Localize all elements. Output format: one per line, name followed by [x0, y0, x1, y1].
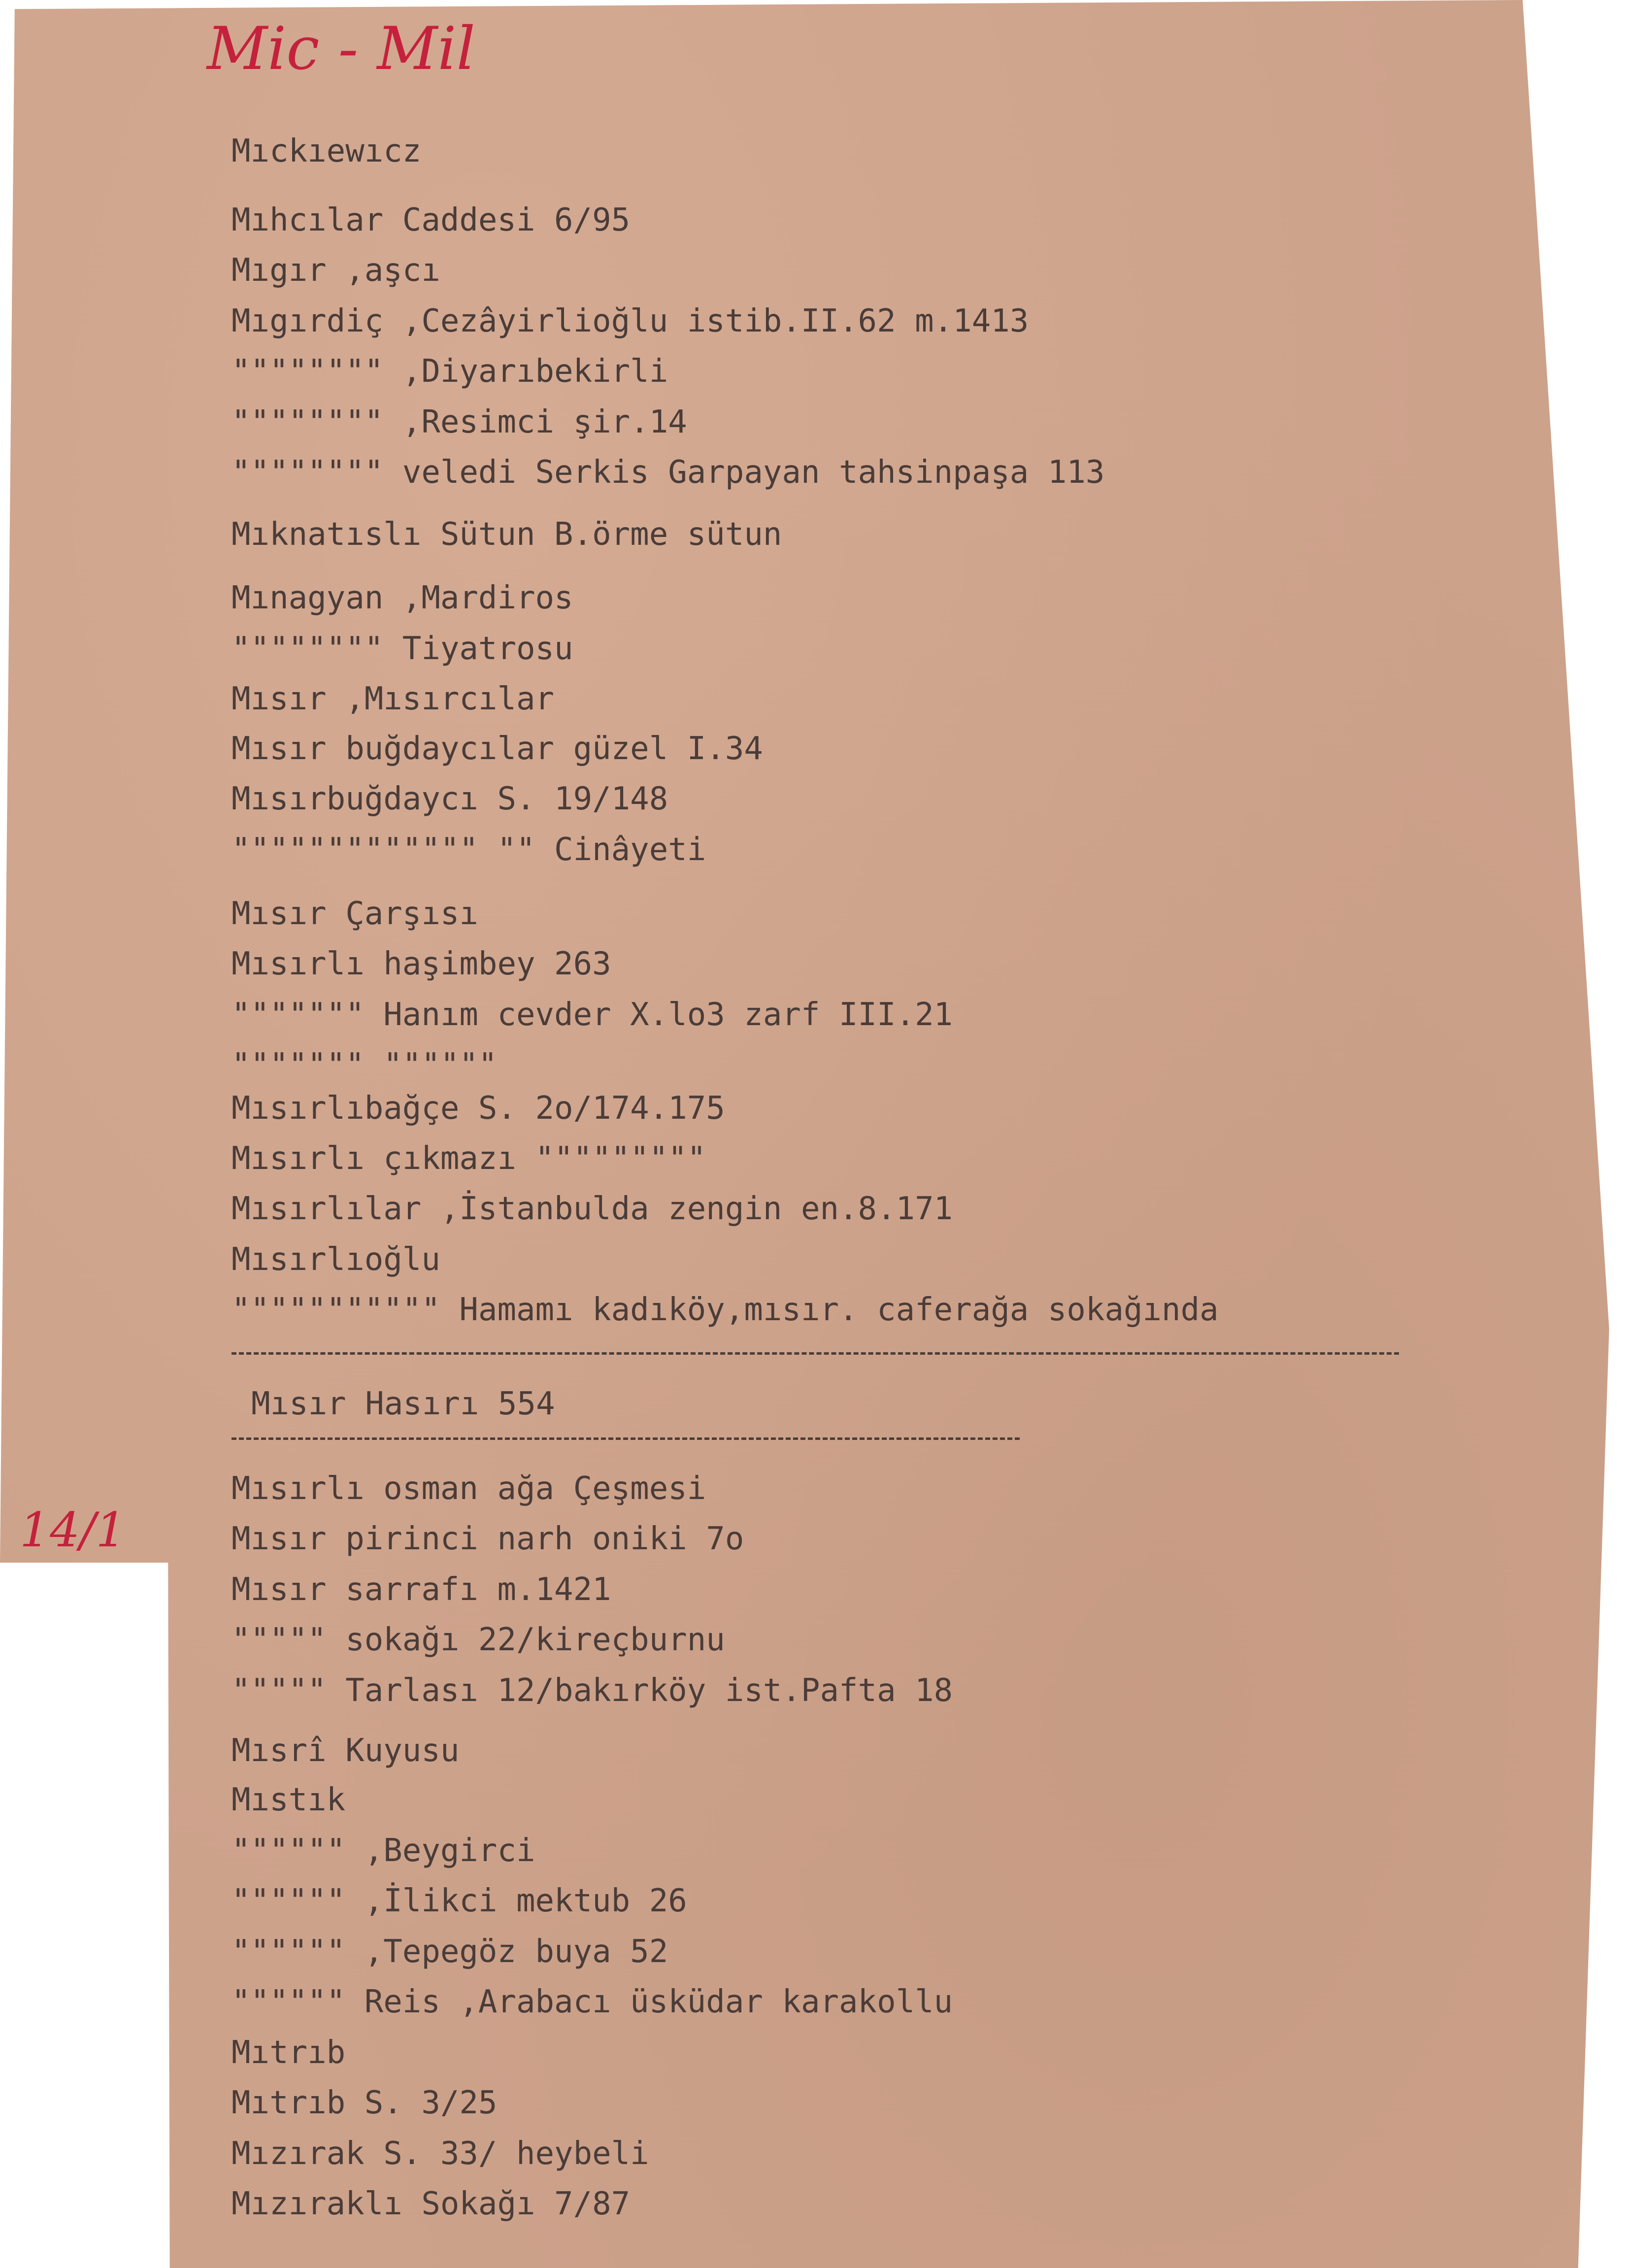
dashed-rule	[232, 1437, 1020, 1440]
entry-line: Mıstık	[232, 1782, 346, 1818]
entry-line: """""" ,İlikci mektub 26	[232, 1883, 687, 1919]
entry-line: """""""" veledi Serkis Garpayan tahsinpaşa 113	[232, 454, 1105, 491]
entry-line: Mısırlı çıkmazı """""""""	[232, 1140, 706, 1177]
entry-line: Mızırak S. 33/ heybeli	[232, 2135, 649, 2172]
entry-line: """"""""""" Hamamı kadıköy,mısır. caferağa sokağında	[232, 1292, 1219, 1328]
entry-line: Mısırlıoğlu	[232, 1241, 440, 1278]
entry-line: Mınagyan ,Mardiros	[232, 580, 573, 616]
entry-line: Mısır Çarşısı	[232, 896, 478, 932]
entry-line: """""" Reis ,Arabacı üsküdar karakollu	[232, 1984, 953, 2020]
entry-line: """"""""""""" "" Cinâyeti	[232, 832, 706, 868]
entry-line: Mıgırdiç ,Cezâyirlioğlu istib.II.62 m.1413	[232, 303, 1029, 339]
entry-line: """""" ,Tepegöz buya 52	[232, 1934, 668, 1970]
entry-line: """""" ,Beygirci	[232, 1833, 535, 1869]
entry-line: Mısırlıbağçe S. 2o/174.175	[232, 1090, 725, 1127]
entry-line: Mıtrıb S. 3/25	[232, 2085, 498, 2121]
entry-line: Mısır Hasırı 554	[251, 1386, 555, 1422]
entry-line: Mısırlılar ,İstanbulda zengin en.8.171	[232, 1191, 953, 1227]
entry-line: """"""" """"""	[232, 1047, 498, 1083]
entry-line: """""""" Tiyatrosu	[232, 631, 573, 667]
entry-line: Mısır sarrafı m.1421	[232, 1571, 611, 1608]
entry-line: Mıhcılar Caddesi 6/95	[232, 202, 631, 238]
entry-line: Mısır pirinci narh oniki 7o	[232, 1521, 744, 1557]
entry-line: Mıckıewıcz	[232, 133, 422, 169]
entry-line: Mısırlı haşimbey 263	[232, 946, 611, 982]
entry-line: """""""" ,Diyarıbekirli	[232, 353, 668, 390]
entry-line: """"" Tarlası 12/bakırköy ist.Pafta 18	[232, 1672, 953, 1709]
entry-line: """"""" Hanım cevder X.lo3 zarf III.21	[232, 997, 953, 1033]
entry-line: Mıtrıb	[232, 2035, 346, 2071]
handwritten-range-title: Mic - Mil	[207, 15, 475, 83]
entry-line: Mızıraklı Sokağı 7/87	[232, 2186, 631, 2222]
entry-line: """""""" ,Resimci şir.14	[232, 404, 687, 440]
entry-line: Mıgır ,aşcı	[232, 252, 440, 289]
entry-line: Mısırbuğdaycı S. 19/148	[232, 781, 668, 817]
dashed-rule	[232, 1352, 1399, 1355]
entry-line: Mısır buğdaycılar güzel I.34	[232, 731, 763, 767]
entry-line: Mıknatıslı Sütun B.örme sütun	[232, 516, 782, 553]
entry-line: Mısır ,Mısırcılar	[232, 681, 555, 717]
entry-line: """"" sokağı 22/kireçburnu	[232, 1622, 725, 1658]
entry-line: Mısrî Kuyusu	[232, 1733, 460, 1769]
handwritten-margin-note: 14/1	[20, 1502, 126, 1558]
entry-line: Mısırlı osman ağa Çeşmesi	[232, 1470, 706, 1507]
